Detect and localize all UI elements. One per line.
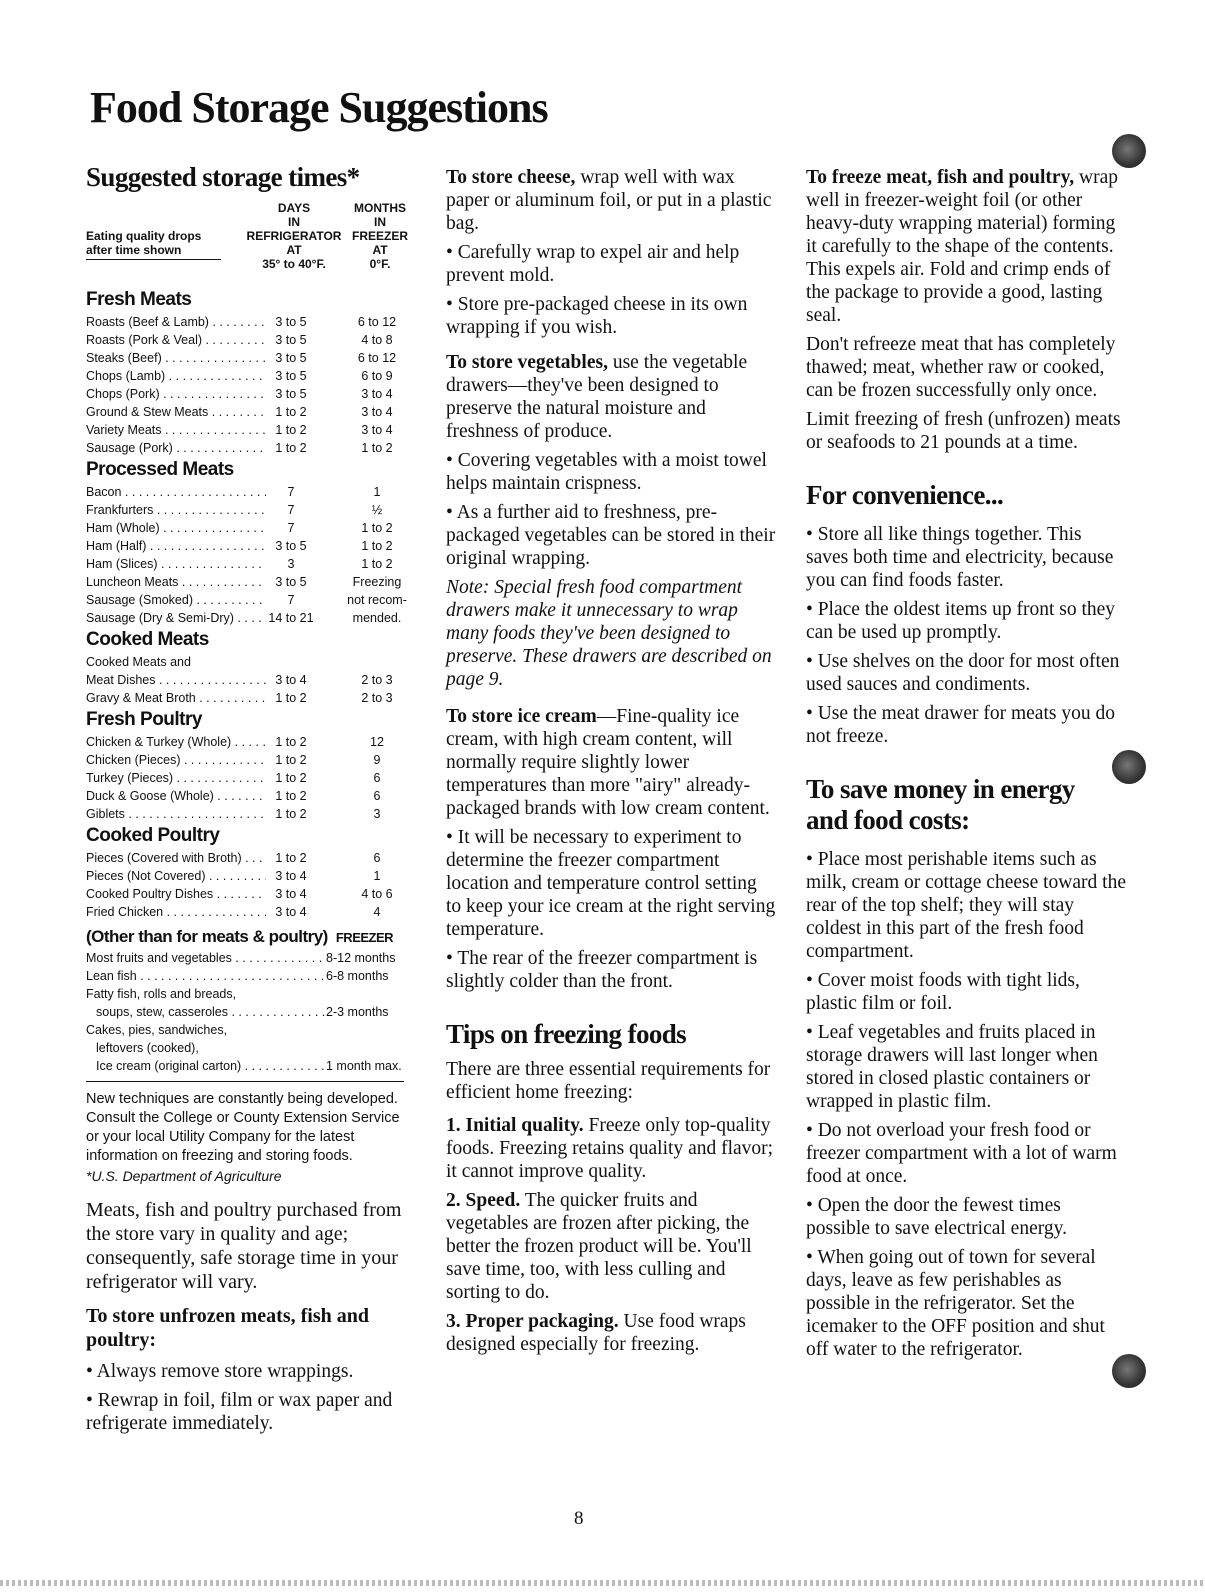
cheese-bullet: • Carefully wrap to expel air and help prevent mold. [446,242,740,286]
food-item: Luncheon Meats . . . [86,573,266,591]
table-row [86,591,406,609]
refreeze-paragraph: Don't refreeze meat that has completely thawed; meat, whether raw or cooked, can be frozen successfully only once. [806,334,1116,401]
storage-times-column [86,162,406,1441]
table-row [86,367,406,385]
freezer-months: mended. [352,611,402,626]
food-item: Cooked Meats and [86,655,191,670]
food-item: Chops (Pork) . . . [86,385,266,403]
refrigerator-days: 1 to 2 [266,689,316,707]
table-row [86,653,406,671]
food-item: Most fruits and vegetables . . . [86,949,326,967]
table-row [86,885,406,903]
refrigerator-days: 3 to 5 [266,349,316,367]
table-row [86,787,406,805]
refrigerator-days: 1 to 2 [266,769,316,787]
vegetables-bullet: • Covering vegetables with a moist towel helps maintain crispness. [446,450,767,494]
table-row [86,751,406,769]
food-item: Chicken & Turkey (Whole) . . . [86,733,266,751]
freezer-time: 2-3 months [326,1003,416,1021]
refrigerator-days: 1 to 2 [266,439,316,457]
food-item: Ground & Stew Meats . . . [86,403,266,421]
freezer-months: 1 [373,485,381,500]
table-row [86,519,406,537]
refrigerator-days: 3 to 4 [266,867,316,885]
freezer-months: not recom- [347,593,407,608]
save-money-bullet: • Leaf vegetables and fruits placed in storage drawers will last longer when stored in closed plastic containers or wrapped in plastic film. [806,1022,1098,1113]
freezer-months: 9 [373,753,381,768]
other-foods-list [86,949,406,1075]
freezer-months: Freezing [352,575,402,590]
freezer-months: 1 [373,869,381,884]
food-item: Ham (Half) . . . [86,537,266,555]
at-label: AT [372,243,388,258]
save-money-bullet: • When going out of town for several days, leave as few perishables as possible in the refrigerator. Set the icemaker to the OFF position and shut off water to the refrigerator. [806,1247,1105,1361]
category-heading: Cooked Poultry [86,825,220,847]
middle-column [446,166,776,1362]
tips-heading: Tips on freezing foods [446,1019,687,1049]
freezer-months: 6 [373,789,381,804]
tips-intro: There are three essential requirements for efficient home freezing: [446,1059,771,1104]
refrigerator-days: 3 to 5 [266,537,316,555]
table-row [86,349,406,367]
freezer-months: 1 to 2 [361,521,393,536]
table-row [86,903,406,921]
right-column [806,166,1126,1367]
refrigerator-days: 1 to 2 [266,751,316,769]
table-row [86,331,406,349]
food-item: Chops (Lamb) . . . [86,367,266,385]
food-item: Chicken (Pieces) . . . [86,751,266,769]
freezer-months: 4 to 8 [361,333,393,348]
binder-hole-icon [1112,134,1146,168]
other-foods-heading: (Other than for meats & poultry) FREEZER [86,927,394,947]
food-item: Cooked Poultry Dishes . . . [86,885,266,903]
freezer-months: 1 to 2 [361,557,393,572]
refrigerator-days-header [244,201,344,271]
table-row [86,733,406,751]
storage-table-body [86,289,406,921]
convenience-heading: For convenience... [806,480,1004,510]
refrigerator-days: 3 to 4 [266,885,316,903]
meats-paragraph: Meats, fish and poultry purchased from the store vary in quality and age; consequently, safe storage time in your refrigerator will vary. [86,1199,402,1294]
food-item: Meat Dishes . . . [86,671,266,689]
storage-table-header [86,201,406,287]
table-row [86,1021,406,1039]
table-row [86,1003,406,1021]
table-row [86,403,406,421]
usda-footnote: *U.S. Department of Agriculture [86,1168,282,1185]
table-row [86,609,406,627]
freezer-months: 2 to 3 [361,691,393,706]
freezer-months: 6 to 12 [357,351,397,366]
table-row [86,501,406,519]
after-time-label: after time shown [86,243,182,258]
freezer-months: 12 [370,735,384,750]
table-row [86,967,406,985]
table-row [86,849,406,867]
refrigerator-days: 7 [266,519,316,537]
refrigerator-days: 3 to 4 [266,903,316,921]
cheese-paragraph: To store cheese, wrap well with wax paper or aluminum foil, or put in a plastic bag. [446,167,772,234]
food-item: soups, stew, casseroles . . . [96,1003,326,1021]
refrigerator-days: 3 to 5 [266,331,316,349]
binder-hole-icon [1112,1354,1146,1388]
table-row [86,689,406,707]
in-label: IN [374,215,386,230]
food-item: Pieces (Covered with Broth) . . . [86,849,266,867]
table-row [86,385,406,403]
vegetables-bullet: • As a further aid to freshness, pre-packaged vegetables can be stored in their original wrapping. [446,502,776,569]
page-title: Food Storage Suggestions [90,83,548,132]
food-item: Gravy & Meat Broth . . . [86,689,266,707]
scan-edge [0,1580,1205,1586]
food-item: Ice cream (original carton) . . . [96,1057,326,1075]
freezer-months: 1 to 2 [361,539,393,554]
binder-hole-icon [1112,750,1146,784]
refrigerator-days: 3 to 4 [266,671,316,689]
eating-quality-label: Eating quality drops [86,229,202,244]
refrigerator-days: 3 to 5 [266,313,316,331]
category-heading: Fresh Meats [86,289,192,311]
save-money-bullet: • Place most perishable items such as milk, cream or cottage cheese toward the rear of the top shelf; they will stay coldest in this part of the fresh food compartment. [806,849,1126,963]
refrigerator-days: 7 [266,483,316,501]
save-money-heading: To save money in energy and food costs: [806,774,1075,836]
refrigerator-days: 1 to 2 [266,403,316,421]
tip-packaging: 3. Proper packaging. Use food wraps designed especially for freezing. [446,1311,746,1356]
refrigerator-days: 3 [266,555,316,573]
techniques-note: New techniques are constantly being developed. Consult the College or County Extension Service or your local Utility Company for the latest information on freezing and storing foods. [86,1091,400,1165]
table-row [86,439,406,457]
days-label: DAYS [277,201,311,216]
freezer-months: 4 to 6 [361,887,393,902]
months-label: MONTHS [354,201,406,216]
freezer-months: 6 to 9 [361,369,393,384]
page-number: 8 [574,1508,584,1529]
food-item: Variety Meats . . . [86,421,266,439]
freeze-meat-paragraph: To freeze meat, fish and poultry, wrap well in freezer-weight foil (or other heavy-duty wrapping material) forming it carefully to the shape of the contents. This expels air. Fold and crimp ends of the package to provide a good, lasting seal. [806,167,1118,326]
food-item: Sausage (Dry & Semi-Dry) . . . [86,609,266,627]
table-row [86,421,406,439]
food-item: Roasts (Beef & Lamb) . . . [86,313,266,331]
food-item: Turkey (Pieces) . . . [86,769,266,787]
refrigerator-label: REFRIGERATOR [246,229,342,244]
freezer-time: 8-12 months [326,949,416,967]
refrigerator-days: 14 to 21 [266,609,316,627]
freezer-months: 6 [373,851,381,866]
food-item: Cakes, pies, sandwiches, [86,1023,228,1038]
in-label: IN [288,215,300,230]
refrigerator-days: 3 to 5 [266,573,316,591]
table-row [86,985,406,1003]
refrigerator-days: 3 to 5 [266,367,316,385]
refrigerator-days: 7 [266,591,316,609]
food-item: Ham (Slices) . . . [86,555,266,573]
freezer-months: 3 [373,807,381,822]
table-row [86,1057,406,1075]
freezer-months: 3 to 4 [361,405,393,420]
ice-cream-bullet: • It will be necessary to experiment to determine the freezer compartment location and temperature control setting to keep your ice cream at the right serving temperature. [446,827,776,940]
category-heading: Cooked Meats [86,629,209,651]
freezer-months: 3 to 4 [361,387,393,402]
food-item: Fried Chicken . . . [86,903,266,921]
ice-cream-paragraph: To store ice cream—Fine-quality ice cream, with high cream content, will normally require slightly lower temperatures than more "airy" already-packaged brands with low cream content. [446,706,770,819]
food-item: Giblets . . . [86,805,266,823]
cheese-bullet: • Store pre-packaged cheese in its own wrapping if you wish. [446,294,748,338]
save-money-bullet: • Cover moist foods with tight lids, plastic film or foil. [806,970,1080,1015]
tip-speed: 2. Speed. The quicker fruits and vegetables are frozen after picking, the better the frozen product will be. You'll save time, too, with less culling and sorting to do. [446,1190,752,1304]
category-heading: Processed Meats [86,459,234,481]
refrigerator-days: 7 [266,501,316,519]
food-item: Lean fish . . . [86,967,326,985]
food-item: Fatty fish, rolls and breads, [86,987,237,1002]
freezer-months: 1 to 2 [361,441,393,456]
at-label: AT [286,243,302,258]
refrigerator-days: 3 to 5 [266,385,316,403]
convenience-bullet: • Place the oldest items up front so they can be used up promptly. [806,599,1116,644]
table-row [86,671,406,689]
table-row [86,483,406,501]
table-row [86,313,406,331]
food-item: Sausage (Smoked) . . . [86,591,266,609]
food-item: Roasts (Pork & Veal) . . . [86,331,266,349]
save-money-bullet: • Do not overload your fresh food or freezer compartment with a lot of warm food at once. [806,1120,1117,1188]
table-row [86,949,406,967]
refrigerator-days: 1 to 2 [266,733,316,751]
table-row [86,805,406,823]
food-item: Duck & Goose (Whole) . . . [86,787,266,805]
freezer-months: 6 [373,771,381,786]
freezer-temp-label: 0°F. [369,257,391,272]
table-row [86,555,406,573]
unfrozen-bullet: • Rewrap in foil, film or wax paper and refrigerate immediately. [86,1390,393,1435]
food-item: Bacon . . . [86,483,266,501]
refrigerator-days: 1 to 2 [266,787,316,805]
food-item: leftovers (cooked), [96,1041,199,1056]
food-item: Ham (Whole) . . . [86,519,266,537]
storage-times-heading: Suggested storage times* [86,162,360,192]
freezer-time: 1 month max. [326,1057,416,1075]
drawers-note: Note: Special fresh food compartment drawers make it unnecessary to wrap many foods they've been designed to preserve. These drawers are described on page 9. [446,577,772,690]
freezer-months: 6 to 12 [357,315,397,330]
vegetables-paragraph: To store vegetables, use the vegetable drawers—they've been designed to preserve the natural moisture and freshness of produce. [446,352,748,442]
category-heading: Fresh Poultry [86,709,202,731]
freezer-months: ½ [371,503,383,518]
freezer-label: FREEZER [351,229,408,244]
freezer-months: 4 [373,905,381,920]
food-item: Frankfurters . . . [86,501,266,519]
unfrozen-bullet: • Always remove store wrappings. [86,1361,354,1383]
ice-cream-bullet: • The rear of the freezer compartment is slightly colder than the front. [446,948,758,992]
tip-initial-quality: 1. Initial quality. Freeze only top-quality foods. Freezing retains quality and flavor; it cannot improve quality. [446,1115,774,1183]
freezer-months: 2 to 3 [361,673,393,688]
eating-quality-header [86,229,216,257]
convenience-bullet: • Use the meat drawer for meats you do not freeze. [806,703,1115,748]
table-row [86,537,406,555]
food-item: Sausage (Pork) . . . [86,439,266,457]
table-row [86,867,406,885]
convenience-bullet: • Store all like things together. This saves both time and electricity, because you can find foods faster. [806,524,1114,592]
limit-paragraph: Limit freezing of fresh (unfrozen) meats or seafoods to 21 pounds at a time. [806,409,1121,453]
table-row [86,769,406,787]
fridge-temp-label: 35° to 40°F. [262,257,326,272]
unfrozen-heading: To store unfrozen meats, fish and poultry: [86,1305,369,1352]
table-row [86,1039,406,1057]
refrigerator-days: 1 to 2 [266,849,316,867]
refrigerator-days: 1 to 2 [266,805,316,823]
freezer-months: 3 to 4 [361,423,393,438]
save-money-bullet: • Open the door the fewest times possible to save electrical energy. [806,1195,1067,1240]
freezer-months-header [350,201,410,271]
convenience-bullet: • Use shelves on the door for most often used sauces and condiments. [806,651,1120,696]
refrigerator-days: 1 to 2 [266,421,316,439]
table-row [86,573,406,591]
freezer-time: 6-8 months [326,967,416,985]
food-item: Pieces (Not Covered) . . . [86,867,266,885]
food-item: Steaks (Beef) . . . [86,349,266,367]
